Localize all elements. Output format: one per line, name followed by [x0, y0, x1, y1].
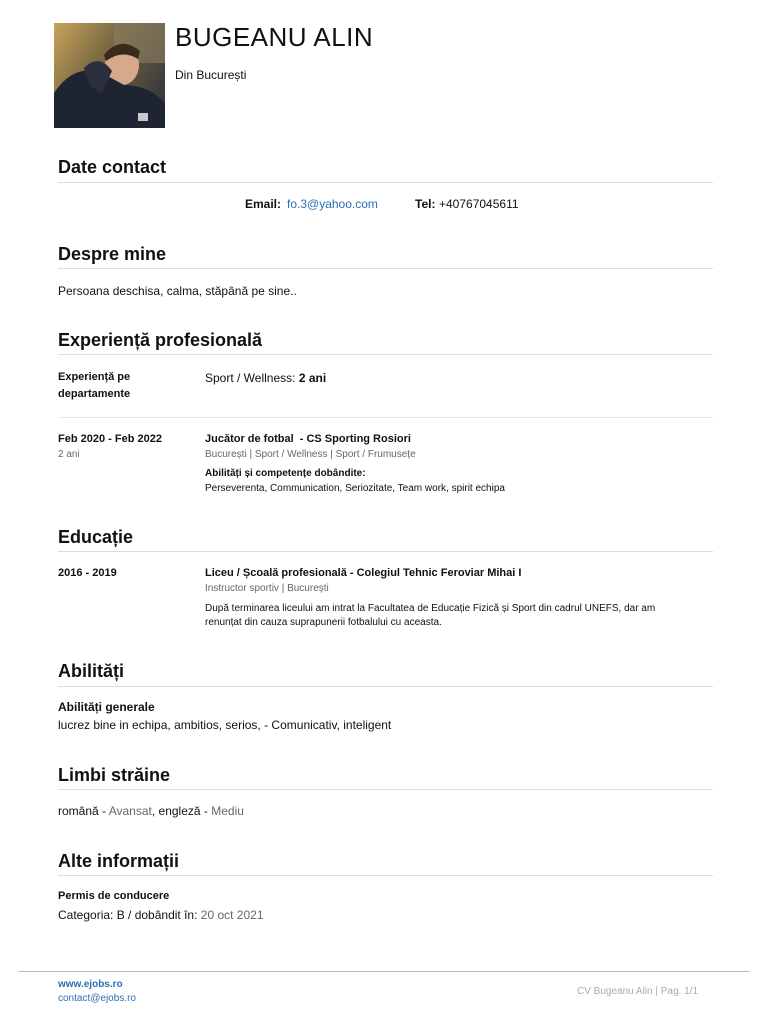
language-separator: -: [200, 804, 212, 818]
education-desc-line2: renunțat din cauza suprapunerii fotbalului cu aceasta.: [205, 617, 442, 628]
tel-value: +40767045611: [439, 197, 519, 211]
language-level: Avansat: [108, 804, 152, 818]
education-meta: Instructor sportiv | București: [205, 583, 329, 594]
language-comma: ,: [151, 804, 159, 818]
education-desc-line1: După terminarea liceului am intrat la Facultatea de Educație Fizică și Sport din cadrul UNEFS, dar am: [205, 603, 656, 614]
job-duration: 2 ani: [58, 449, 80, 460]
skills-label: Abilități generale: [58, 700, 155, 714]
skills-text: lucrez bine in echipa, ambitios, serios, - Comunicativ, inteligent: [58, 718, 392, 732]
footer-email-link[interactable]: contact@ejobs.ro: [58, 993, 136, 1004]
job-skills: Perseverenta, Communication, Seriozitate, Team work, spirit echipa: [205, 483, 505, 494]
dept-label-line2: departamente: [58, 388, 131, 400]
row-divider: [58, 417, 713, 418]
license-date: 20 oct 2021: [200, 908, 264, 922]
job-period: Feb 2020 - Feb 2022: [58, 433, 162, 445]
section-divider: [58, 789, 713, 790]
language-name: engleză: [158, 804, 201, 818]
candidate-origin: Din București: [175, 68, 247, 82]
section-title-education: Educație: [58, 527, 134, 547]
tel-label: Tel:: [415, 197, 436, 211]
section-title-about: Despre mine: [58, 244, 167, 264]
education-school: Liceu / Școală profesională - Colegiul Tehnic Feroviar Mihai I: [205, 567, 522, 579]
profile-photo: [54, 23, 165, 128]
section-title-contact: Date contact: [58, 157, 167, 177]
email-link[interactable]: fo.3@yahoo.com: [287, 197, 378, 211]
section-title-experience: Experiență profesională: [58, 330, 263, 350]
footer-site-link[interactable]: www.ejobs.ro: [58, 979, 123, 990]
section-title-languages: Limbi străine: [58, 765, 171, 785]
footer-page-info: CV Bugeanu Alin | Pag. 1/1: [577, 986, 699, 997]
about-text: Persoana deschisa, calma, stăpână pe sine..: [58, 284, 297, 298]
language-name: română: [58, 804, 99, 818]
section-divider: [58, 686, 713, 687]
dept-value-years: 2 ani: [298, 371, 327, 385]
language-separator: -: [98, 804, 109, 818]
dept-label-line1: Experiență pe: [58, 371, 131, 383]
license-label: Permis de conducere: [58, 890, 170, 902]
dept-value: [205, 371, 326, 385]
license-category: Categoria: B / dobândit în:: [58, 908, 198, 922]
section-title-other: Alte informații: [58, 851, 180, 871]
candidate-name: BUGEANU ALIN: [175, 22, 374, 52]
job-meta: București | Sport / Wellness | Sport / Frumusețe: [205, 449, 416, 460]
footer-divider: [18, 971, 750, 972]
language-level: Mediu: [211, 804, 244, 818]
profile-photo-image: [54, 23, 165, 128]
section-divider: [58, 354, 713, 355]
section-divider: [58, 268, 713, 269]
license-details: [58, 908, 264, 922]
section-title-skills: Abilități: [58, 661, 124, 681]
languages-list: [58, 804, 244, 818]
job-skills-label: Abilități și competențe dobândite:: [205, 468, 366, 479]
section-divider: [58, 875, 713, 876]
section-divider: [58, 551, 713, 552]
email-label: Email:: [245, 197, 282, 211]
education-period: 2016 - 2019: [58, 567, 117, 579]
section-divider: [58, 182, 713, 183]
job-title: Jucător de fotbal - CS Sporting Rosiori: [205, 433, 411, 445]
dept-value-category: Sport / Wellness:: [205, 371, 296, 385]
